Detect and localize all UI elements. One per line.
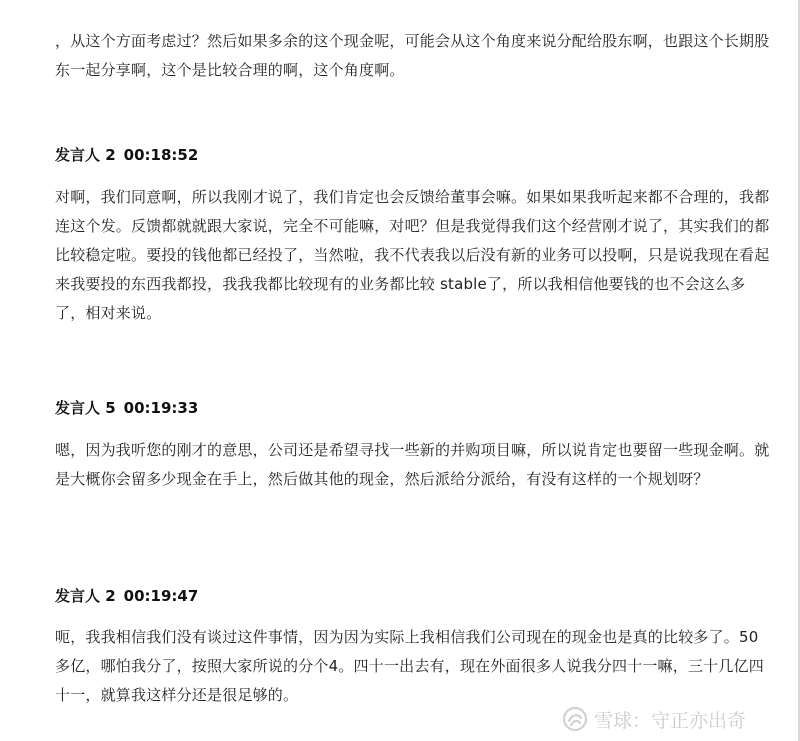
speaker-header xyxy=(55,398,198,418)
transcript-paragraph: 嗯，因为我听您的刚才的意思，公司还是希望寻找一些新的并购项目嘛，所以说肯定也要留一些现金啊。就是大概你会留多少现金在手上，然后做其他的现金，然后派给分派给，有没有这样的一个规划呀？ xyxy=(55,441,770,488)
watermark-text: 雪球：守正亦出奇 xyxy=(594,709,747,732)
speaker-timestamp: 00:19:33 xyxy=(123,399,199,417)
snowball-logo-icon xyxy=(562,706,588,732)
speaker-name: 发言人 2 xyxy=(55,587,116,605)
transcript-paragraph: ，从这个方面考虑过？然后如果多余的这个现金呢，可能会从这个角度来说分配给股东啊，也跟这个长期股东一起分享啊，这个是比较合理的啊，这个角度啊。 xyxy=(55,32,770,79)
speaker-header xyxy=(55,145,198,165)
speaker-timestamp: 00:18:52 xyxy=(123,146,199,164)
speaker-header xyxy=(55,586,198,606)
speaker-name: 发言人 2 xyxy=(55,146,116,164)
watermark xyxy=(562,704,746,734)
speaker-timestamp: 00:19:47 xyxy=(123,587,199,605)
transcript-paragraph: 呃，我我相信我们没有谈过这件事情，因为因为实际上我相信我们公司现在的现金也是真的比较多了。50多亿，哪怕我分了，按照大家所说的分个4。四十一出去有，现在外面很多人说我分四十一嘛，三十几亿四十一，就算我这样分还是很足够的。 xyxy=(55,628,764,704)
speaker-name: 发言人 5 xyxy=(55,399,116,417)
transcript-paragraph: 对啊，我们同意啊，所以我刚才说了，我们肯定也会反馈给董事会嘛。如果如果我听起来都不合理的，我都连这个发。反馈都就就跟大家说，完全不可能嘛，对吧？但是我觉得我们这个经营刚才说了，其实我们的都比较稳定啦。要投的钱他都已经投了，当然啦，我不代表我以后没有新的业务可以投啊，只是说我现在看起来我要投的东西我都投，我我我都比较现有的业务都比较 stable了，所以我相信他要钱的也不会这么多了，相对来说。 xyxy=(55,188,770,322)
